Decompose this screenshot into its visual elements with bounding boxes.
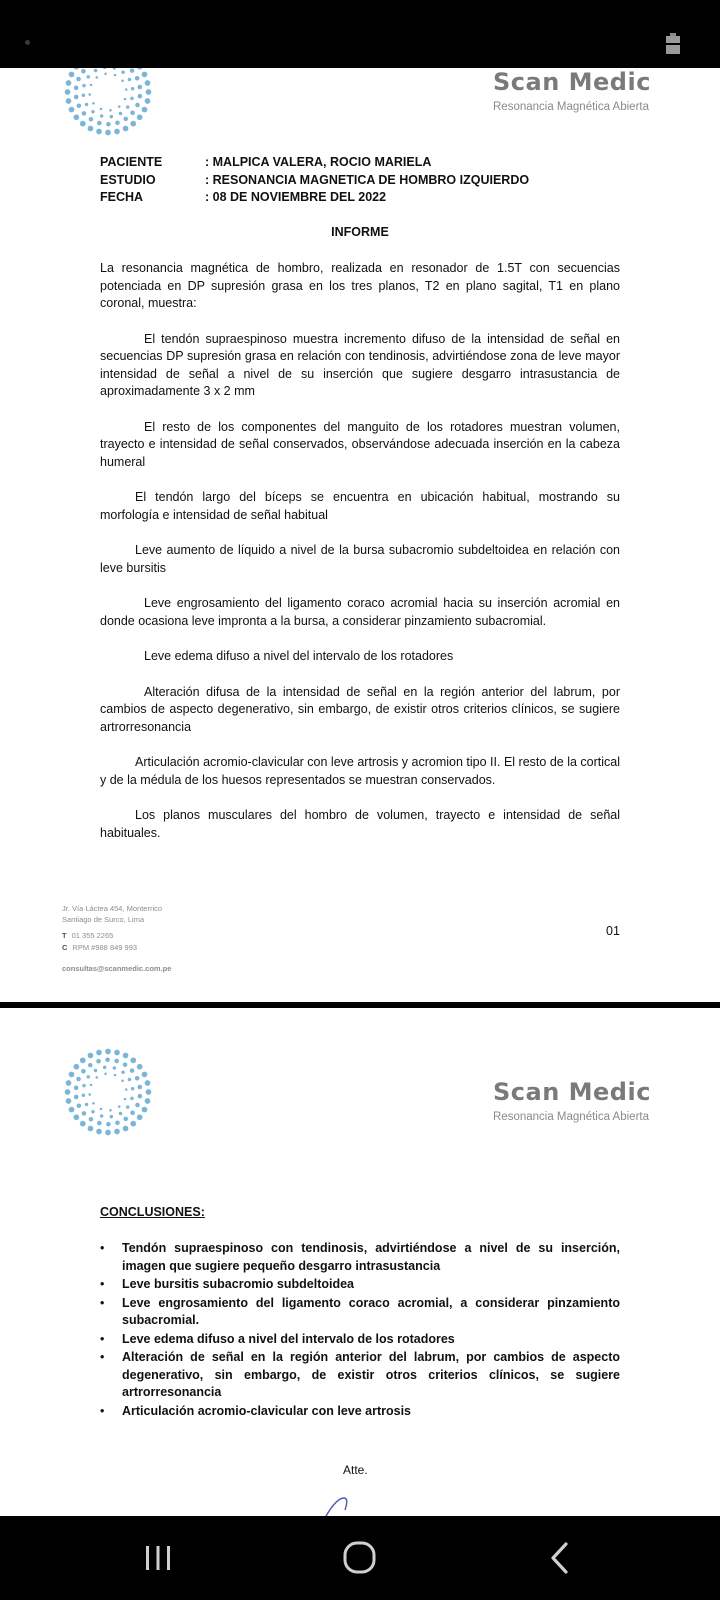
logo-dot — [145, 80, 151, 86]
study-label: ESTUDIO — [100, 172, 156, 187]
logo-dot — [142, 1107, 148, 1113]
logo-dot — [126, 105, 129, 108]
logo-dot — [146, 89, 152, 95]
camera-dot-icon — [25, 40, 30, 45]
logo-dot — [66, 1080, 72, 1086]
logo-dot — [89, 117, 94, 122]
logo-dot — [87, 1075, 90, 1078]
logo-dot — [123, 126, 129, 132]
phone-label: T — [62, 931, 67, 940]
logo-dot — [74, 1095, 79, 1100]
document-page-2 — [0, 1008, 720, 1516]
logo-dot — [110, 115, 113, 118]
logo-dot — [94, 1069, 97, 1072]
report-paragraph: El tendón supraespinoso muestra incremento difuso de la intensidad de señal en secuencias DP supresión grasa en relación con tendinosis, advirtiéndose zona de leve mayor intensidad de señal a nivel de su inserción que sugiere desgarro intrasustancia de aproximadamente 3 x 2 mm — [100, 331, 620, 398]
logo-dot — [69, 1107, 75, 1113]
address-line-1: Jr. Vía Láctea 454, Monterrico — [62, 904, 163, 913]
brand-tagline: Resonancia Magnética Abierta — [493, 101, 649, 113]
brand-name: Scan Medic — [493, 1078, 651, 1106]
study-value: : RESONANCIA MAGNETICA DE HOMBRO IZQUIERDO — [205, 172, 530, 187]
logo-dot — [74, 86, 79, 91]
patient-value: : MALPICA VALERA, ROCIO MARIELA — [205, 155, 432, 169]
scan-medic-logo-icon — [62, 1046, 154, 1138]
logo-dot — [104, 72, 107, 75]
logo-dot — [123, 1053, 129, 1059]
logo-dot — [87, 75, 90, 78]
logo-dot — [74, 95, 79, 100]
logo-dot — [124, 98, 127, 101]
logo-dot — [65, 1089, 71, 1095]
report-paragraph: El tendón largo del bíceps se encuentra en ubicación habitual, mostrando su morfología e intensidad de señal habitual — [100, 490, 620, 522]
logo-dot — [121, 71, 124, 74]
logo-dot — [104, 1072, 107, 1075]
logo-dot — [135, 103, 140, 108]
logo-dot — [96, 1050, 102, 1056]
signature-mark — [320, 1496, 370, 1516]
logo-dot — [95, 76, 98, 79]
logo-dot — [119, 112, 122, 115]
logo-dot — [66, 98, 72, 104]
date-value: : 08 DE NOVIEMBRE DEL 2022 — [205, 190, 387, 204]
logo-dot — [77, 1103, 82, 1108]
logo-dot — [114, 1050, 120, 1056]
logo-dot — [105, 1058, 110, 1063]
logo-dot — [145, 1098, 151, 1104]
logo-dot — [109, 1109, 112, 1112]
logo-dot — [100, 1108, 103, 1111]
logo-dot — [145, 98, 151, 104]
logo-dot — [103, 68, 106, 69]
logo-dot — [105, 1049, 111, 1055]
logo-dot — [110, 1115, 113, 1118]
conclusion-item: • Tendón supraespinoso con tendinosis, advirtiéndose a nivel de su inserción, imagen que sugiere pequeño desgarro intrasustancia — [100, 1240, 620, 1275]
logo-dot — [125, 88, 128, 91]
logo-dot — [80, 1121, 86, 1127]
logo-dot — [88, 1053, 94, 1059]
logo-dot — [119, 1112, 122, 1115]
footer-address — [62, 904, 162, 925]
date-label: FECHA — [100, 190, 144, 204]
logo-dot — [135, 1103, 140, 1108]
footer-email: consultas@scanmedic.com.pe — [62, 964, 172, 973]
report-paragraph: Alteración difusa de la intensidad de señal en la región anterior del labrum, por cambios de aspecto degenerativo, sin embargo, de existir otros criterios clínicos, se sugiere artrorresonancia — [100, 684, 620, 734]
logo-dot — [137, 1114, 143, 1120]
logo-dot — [128, 78, 131, 81]
conclusion-item: • Leve bursitis subacromio subdeltoidea — [100, 1276, 620, 1294]
logo-dot — [76, 77, 81, 82]
logo-dot — [146, 1089, 152, 1095]
logo-dot — [121, 1079, 124, 1082]
report-body — [100, 260, 620, 860]
logo-dot — [114, 1074, 117, 1077]
logo-dot — [125, 1088, 128, 1091]
brand-name: Scan Medic — [493, 68, 651, 96]
logo-dot — [92, 102, 95, 105]
logo-dot — [91, 110, 94, 113]
patient-header — [100, 154, 529, 207]
conclusion-item: • Articulación acromio-clavicular con leve artrosis — [100, 1403, 620, 1421]
report-paragraph: La resonancia magnética de hombro, realizada en resonador de 1.5T con secuencias potenciada en DP supresión grasa en los tres planos, T2 en plano sagital, T1 en plano coronal, muestra: — [100, 261, 620, 310]
logo-dot — [76, 1077, 81, 1082]
logo-dot — [105, 1130, 111, 1136]
closing-text: Atte. — [343, 1463, 368, 1477]
logo-dot — [74, 1114, 80, 1120]
logo-dot — [82, 84, 85, 87]
logo-dot — [95, 1076, 98, 1079]
navigation-bar — [0, 1516, 720, 1600]
logo-dot — [130, 110, 135, 115]
report-paragraph: Leve edema difuso a nivel del intervalo de los rotadores — [144, 649, 454, 663]
logo-dot — [137, 114, 143, 120]
logo-dot — [145, 1080, 151, 1086]
mobile-number: RPM #988 849 993 — [72, 943, 138, 952]
logo-dot — [106, 122, 111, 127]
home-icon[interactable] — [330, 1536, 390, 1580]
logo-dot — [94, 69, 97, 72]
date-row — [100, 189, 529, 207]
logo-dot — [82, 1094, 85, 1097]
mobile-label: C — [62, 943, 68, 952]
logo-dot — [138, 85, 143, 90]
logo-dot — [106, 1122, 111, 1127]
conclusions-heading: CONCLUSIONES: — [100, 1205, 205, 1219]
logo-dot — [118, 1105, 121, 1108]
logo-dot — [130, 1110, 135, 1115]
logo-dot — [92, 1102, 95, 1105]
logo-dot — [82, 94, 85, 97]
logo-dot — [130, 1058, 136, 1064]
logo-dot — [123, 117, 128, 122]
logo-dot — [74, 68, 80, 70]
report-paragraph: Los planos musculares del hombro de volumen, trayecto e intensidad de señal habituales. — [100, 808, 620, 840]
logo-dot — [100, 108, 103, 111]
logo-dot — [66, 80, 72, 86]
logo-dot — [97, 1121, 102, 1126]
patient-row — [100, 154, 529, 172]
logo-dot — [88, 93, 91, 96]
logo-dot — [109, 109, 112, 112]
logo-dot — [130, 1121, 136, 1127]
logo-dot — [96, 129, 102, 135]
logo-dot — [69, 72, 75, 78]
logo-dot — [123, 1062, 128, 1067]
logo-dot — [135, 76, 140, 81]
patient-label: PACIENTE — [100, 155, 163, 169]
logo-dot — [137, 1064, 143, 1070]
conclusion-item: • Leve engrosamiento del ligamento coraco acromial, a considerar pinzamiento subacromial. — [100, 1295, 620, 1330]
logo-dot — [113, 68, 116, 70]
logo-dot — [82, 111, 87, 116]
page-number: 01 — [606, 924, 620, 938]
report-paragraph: Leve aumento de líquido a nivel de la bursa subacromio subdeltoidea en relación con leve bursitis — [100, 543, 620, 575]
logo-dot — [142, 72, 148, 78]
logo-dot — [74, 1086, 79, 1091]
logo-dot — [88, 1093, 91, 1096]
logo-dot — [81, 1069, 86, 1074]
study-row — [100, 172, 529, 190]
logo-dot — [128, 1078, 131, 1081]
logo-dot — [138, 1085, 143, 1090]
logo-dot — [89, 1117, 94, 1122]
logo-dot — [105, 130, 111, 136]
logo-dot — [142, 1072, 148, 1078]
logo-dot — [100, 114, 103, 117]
logo-dot — [113, 1066, 116, 1069]
footer-mobile — [62, 943, 137, 952]
battery-icon — [666, 33, 680, 54]
conclusions-list — [100, 1240, 620, 1421]
logo-dot — [74, 1064, 80, 1070]
logo-dot — [130, 121, 136, 127]
logo-dot — [114, 129, 120, 135]
logo-dot — [96, 1129, 102, 1135]
logo-dot — [115, 1120, 120, 1125]
phone-number: 01 355 2265 — [71, 931, 114, 940]
logo-dot — [131, 87, 134, 90]
report-paragraph: Articulación acromio-clavicular con leve artrosis y acromion tipo II. El resto de la cortical y de la médula de los huesos representados se muestran conservados. — [100, 755, 620, 787]
logo-dot — [123, 1117, 128, 1122]
back-icon[interactable] — [532, 1536, 592, 1580]
logo-dot — [82, 1084, 85, 1087]
logo-dot — [100, 1114, 103, 1117]
logo-dot — [114, 74, 117, 77]
conclusion-item: • Alteración de señal en la región anterior del labrum, por cambios de aspecto degenerativo, sin embargo, de existir otros criterios clínicos, se sugiere artrorresonancia — [100, 1349, 620, 1402]
logo-dot — [66, 1098, 72, 1104]
logo-dot — [65, 89, 71, 95]
logo-dot — [90, 84, 93, 87]
logo-dot — [88, 126, 94, 132]
logo-dot — [114, 1059, 119, 1064]
logo-dot — [88, 1063, 93, 1068]
logo-dot — [82, 1111, 87, 1116]
brand-tagline: Resonancia Magnética Abierta — [493, 1111, 649, 1123]
logo-dot — [90, 1084, 93, 1087]
logo-dot — [137, 68, 143, 70]
logo-dot — [91, 1110, 94, 1113]
logo-dot — [126, 1105, 129, 1108]
logo-dot — [74, 114, 80, 120]
logo-dot — [81, 69, 86, 74]
logo-dot — [123, 1126, 129, 1132]
logo-dot — [114, 1129, 120, 1135]
logo-dot — [130, 1068, 135, 1073]
logo-dot — [80, 1058, 86, 1064]
logo-dot — [142, 107, 148, 113]
logo-dot — [115, 120, 120, 125]
logo-dot — [80, 121, 86, 127]
scan-medic-logo-icon — [62, 68, 154, 138]
logo-dot — [103, 1066, 106, 1069]
logo-dot — [69, 107, 75, 113]
report-paragraph: Leve engrosamiento del ligamento coraco acromial hacia su inserción acromial en donde ocasiona leve impronta a la bursa, a considerar pinzamiento subacromial. — [100, 596, 620, 628]
logo-dot — [135, 1076, 140, 1081]
report-paragraph: El resto de los componentes del manguito de los rotadores muestran volumen, trayecto e intensidad de señal conservados, observándose adecuada inserción en la cabeza humeral — [100, 419, 620, 469]
logo-dot — [96, 1059, 101, 1064]
status-bar — [0, 0, 720, 68]
logo-dot — [88, 1126, 94, 1132]
logo-dot — [138, 94, 143, 99]
logo-dot — [130, 97, 133, 100]
logo-dot — [118, 105, 121, 108]
logo-dot — [138, 1094, 143, 1099]
logo-dot — [124, 1098, 127, 1101]
footer-phone — [62, 931, 113, 940]
logo-dot — [77, 103, 82, 108]
document-page-1 — [0, 68, 720, 1002]
logo-dot — [97, 121, 102, 126]
logo-dot — [85, 103, 88, 106]
logo-dot — [85, 1103, 88, 1106]
report-title: INFORME — [331, 225, 389, 239]
logo-dot — [130, 68, 135, 73]
address-line-2: Santiago de Surco, Lima — [62, 914, 145, 924]
logo-dot — [121, 79, 124, 82]
logo-dot — [130, 1097, 133, 1100]
recent-apps-icon[interactable] — [128, 1536, 188, 1580]
logo-dot — [131, 1087, 134, 1090]
logo-dot — [69, 1072, 75, 1078]
conclusion-item: • Leve edema difuso a nivel del intervalo de los rotadores — [100, 1331, 620, 1349]
logo-dot — [121, 1071, 124, 1074]
